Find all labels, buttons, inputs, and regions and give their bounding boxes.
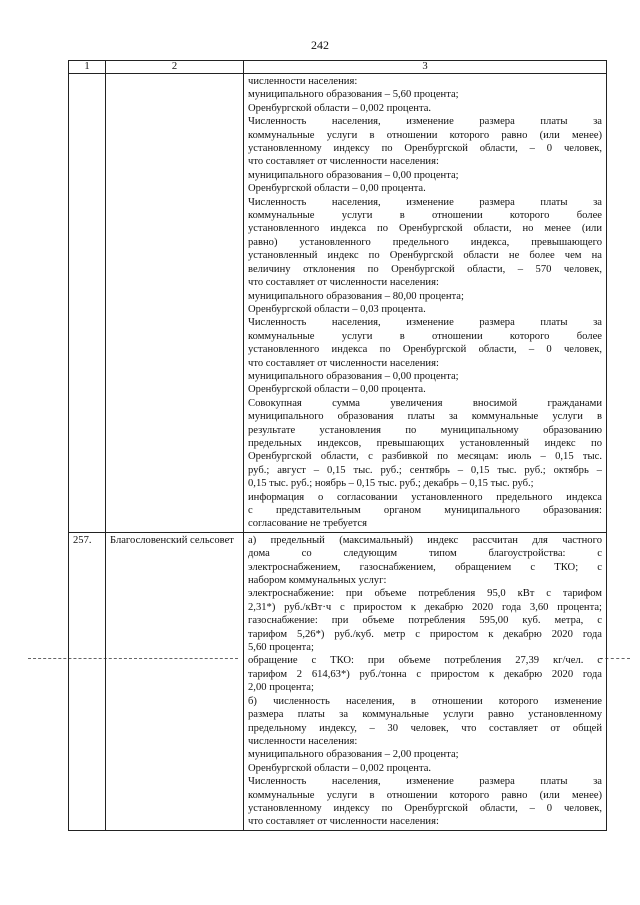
text-line: набором коммунальных услуг: — [248, 575, 387, 587]
text-line: 2,31*) руб./кВт·ч с приростом к декабрю 2020 года 3,60 процента; — [248, 601, 602, 613]
text-line: установленный индекс по Оренбургской области не более чем на — [248, 250, 602, 262]
text-line: что составляет от численности населения: — [248, 156, 439, 168]
text-line: электроснабжением, газоснабжением, обращением с ТКО; с — [248, 561, 602, 573]
municipality-name — [106, 74, 244, 533]
text-line: Оренбургской области – 0,002 процента. — [248, 762, 432, 774]
text-line: коммунальные услуги в отношении которого более — [248, 330, 602, 342]
text-line: муниципального образования – 2,00 процента; — [248, 749, 459, 761]
text-line: 0,15 тыс. руб.; ноябрь – 0,15 тыс. руб.; декабрь – 0,15 тыс. руб.; — [248, 478, 534, 490]
text-line: а) предельный (максимальный) индекс рассчитан для частного — [248, 534, 602, 546]
text-line: обращение с ТКО: при объеме потребления 27,39 кг/чел. с — [248, 655, 602, 667]
text-line: размера платы за коммунальные услуги равно установленному — [248, 709, 602, 721]
text-line: тарифом 2 614,63*) руб./тонна с приростом к декабрю 2020 года — [248, 668, 602, 680]
document-table — [68, 60, 607, 831]
table-header-row — [69, 61, 607, 74]
text-line: Численность населения, изменение размера платы за — [248, 317, 602, 329]
text-line: предельному индексу, – 30 человек, что составляет от общей — [248, 722, 602, 734]
text-line: коммунальные услуги в отношении которого равно (или менее) — [248, 789, 602, 801]
text-line: согласование не требуется — [248, 518, 368, 530]
header-col-3: 3 — [244, 61, 607, 74]
text-line: Численность населения, изменение размера платы за — [248, 196, 602, 208]
text-line: дома со следующим типом благоустройства: с — [248, 548, 602, 560]
header-col-1: 1 — [69, 61, 106, 74]
row-description — [244, 532, 607, 830]
table-row — [69, 74, 607, 533]
text-line: равно) установленного предельного индекса, превышающего — [248, 236, 602, 248]
text-line: коммунальные услуги в отношении которого равно (или менее) — [248, 129, 602, 141]
text-line: электроснабжение: при объеме потребления 95,0 кВт с тарифом — [248, 588, 602, 600]
text-line: б) численность населения, в отношении которого изменение — [248, 695, 602, 707]
row-number — [69, 74, 106, 533]
text-line: муниципального образования – 5,60 процента; — [248, 89, 459, 101]
table-row — [69, 532, 607, 830]
text-line: Оренбургской области, с разбивкой по месяцам: июль – 0,15 тыс. — [248, 451, 602, 463]
text-line: Оренбургской области – 0,03 процента. — [248, 303, 426, 315]
page-number: 242 — [311, 38, 329, 52]
text-line: с представительным органом муниципального образования: — [248, 505, 602, 516]
text-line: 5,60 процента; — [248, 642, 314, 654]
text-line: муниципального образования – 0,00 процента; — [248, 370, 459, 382]
text-line: что составляет от численности населения: — [248, 816, 439, 828]
text-line: установленного индекса по Оренбургской области, – 0 человек, — [248, 344, 602, 356]
text-line: муниципального образования платы за коммунальные услуги в — [248, 411, 602, 423]
row-description — [244, 74, 607, 533]
text-line: Численность населения, изменение размера платы за — [248, 776, 602, 788]
text-line: газоснабжение: при объеме потребления 595,00 куб. метра, с — [248, 615, 602, 627]
municipality-name: Благословенский сельсовет — [106, 532, 244, 830]
text-line: информация о согласовании установленного предельного индекса — [248, 491, 602, 503]
text-line: муниципального образования – 0,00 процента; — [248, 169, 459, 181]
text-line: муниципального образования – 80,00 процента; — [248, 290, 464, 302]
text-line: установленного индекса по Оренбургской области, но менее (или — [248, 223, 602, 235]
text-line: Оренбургской области – 0,002 процента. — [248, 102, 432, 114]
text-line: численности населения: — [248, 735, 358, 747]
text-line: руб.; август – 0,15 тыс. руб.; сентябрь – 0,15 тыс. руб.; октябрь – — [248, 464, 602, 476]
text-line: что составляет от численности населения: — [248, 357, 439, 369]
row-number: 257. — [69, 532, 106, 830]
text-line: Оренбургской области – 0,00 процента. — [248, 384, 426, 396]
text-line: коммунальные услуги в отношении которого более — [248, 210, 602, 222]
text-line: Совокупная сумма увеличения вносимой гражданами — [248, 397, 602, 409]
text-line: Оренбургской области – 0,00 процента. — [248, 183, 426, 195]
text-line: что составляет от численности населения: — [248, 277, 439, 289]
text-line: Численность населения, изменение размера платы за — [248, 116, 602, 128]
header-col-2: 2 — [106, 61, 244, 74]
text-line: предельных индексов, превышающих установленный индекс по — [248, 437, 602, 449]
text-line: тарифом 5,26*) руб./куб. метр с приростом к декабрю 2020 года — [248, 628, 602, 640]
text-line: результате установления по муниципальному образованию — [248, 424, 602, 436]
text-line: величину отклонения по Оренбургской области, – 570 человек, — [248, 263, 602, 275]
text-line: установленному индексу по Оренбургской области, – 0 человек, — [248, 802, 602, 814]
text-line: установленному индексу по Оренбургской области, – 0 человек, — [248, 143, 602, 155]
text-line: численности населения: — [248, 76, 358, 87]
text-line: 2,00 процента; — [248, 682, 314, 694]
